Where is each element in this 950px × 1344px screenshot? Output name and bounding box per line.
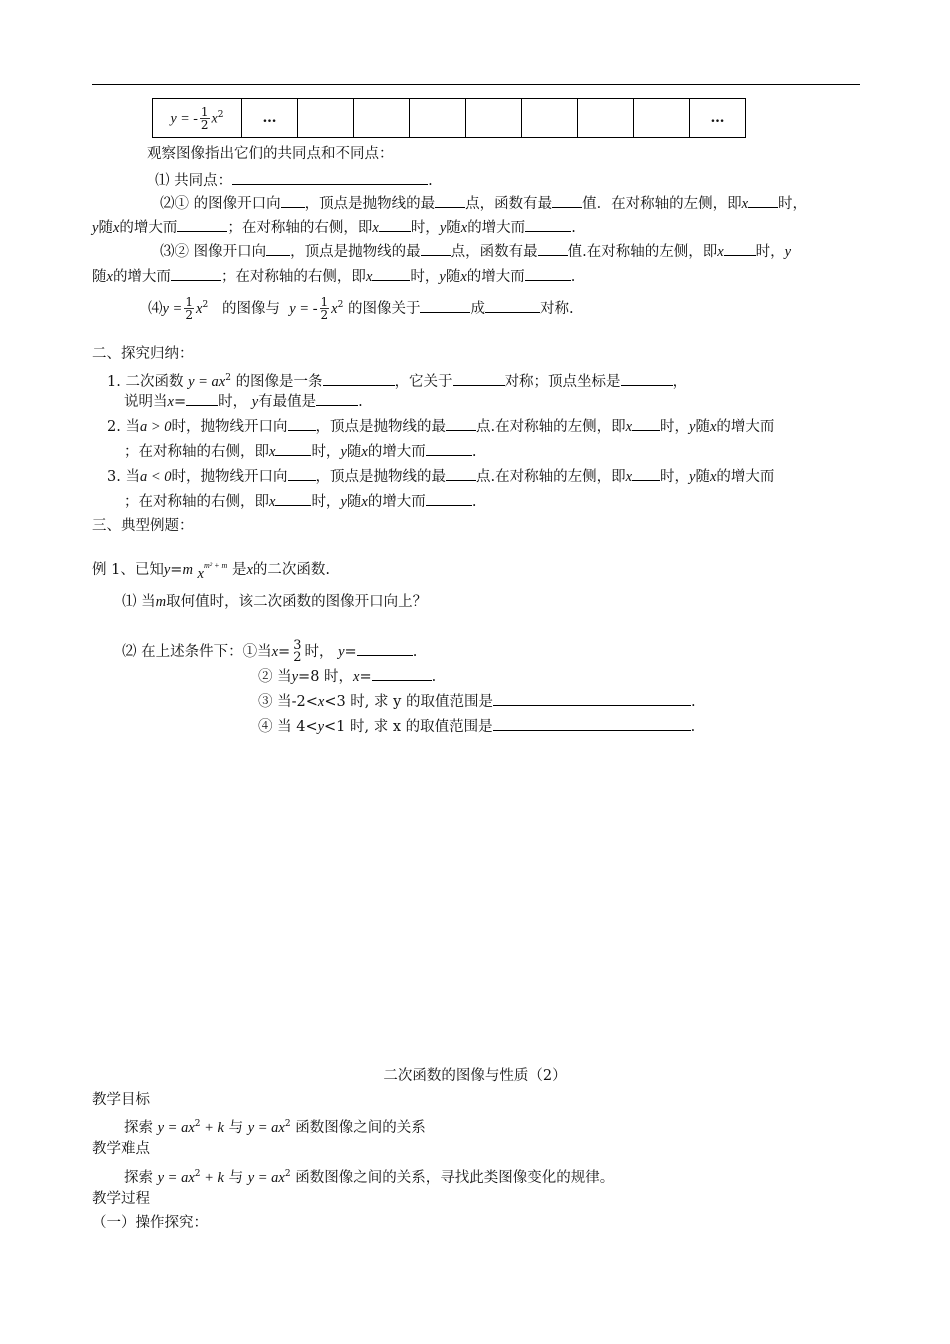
text: 随 <box>445 269 461 285</box>
text: ；在对称轴的右侧，即 <box>124 444 269 460</box>
table-ellipsis-left: … <box>262 110 277 126</box>
table-frac-den: 2 <box>200 117 209 132</box>
observe-p3-line2: 随x的增大而 ；在对称轴的右侧，即x 时，y随x的增大而 . <box>92 266 575 287</box>
text: 点.在对称轴的左侧，即 <box>476 419 626 435</box>
math-x: x <box>353 669 360 685</box>
text: 与 <box>228 1169 244 1186</box>
text: 有最值是 <box>258 394 317 410</box>
text: ， <box>672 373 688 390</box>
blank <box>357 641 413 656</box>
text: 1. 二次函数 <box>107 373 184 390</box>
text: 的增大而 <box>119 220 178 236</box>
exp: 2 <box>284 1169 291 1179</box>
example1-statement <box>92 554 330 582</box>
section2-item1-line2: 说明当x= 时， y有最值是 . <box>124 391 363 412</box>
text: 随 <box>695 469 710 485</box>
blank <box>446 416 476 431</box>
header-rule <box>92 84 860 85</box>
lesson2-goal-heading: 教学目标 <box>92 1092 150 1108</box>
text: 的增大而 <box>466 269 525 285</box>
math-y: y <box>340 494 347 510</box>
example1-q2-4: ④ 当 4<y<1 时, 求 x 的取值范围是 . <box>258 716 695 737</box>
math-y: y <box>163 561 171 578</box>
text: 对称. <box>539 300 574 317</box>
blank <box>724 241 756 256</box>
table-function-cell <box>153 99 242 138</box>
text: 时， <box>778 196 808 212</box>
exp: 2 <box>202 300 209 310</box>
blank <box>552 193 582 208</box>
exp: 2 <box>337 300 344 310</box>
math-y: y <box>291 669 299 685</box>
text: 取何值时，该二次函数的图像开口向上？ <box>166 594 428 610</box>
text: ③ 当-2< <box>258 694 318 710</box>
blank <box>426 441 472 456</box>
blank <box>177 217 227 232</box>
lesson2-process-heading: 教学过程 <box>92 1191 150 1207</box>
text: 时， <box>755 244 785 260</box>
text: ⑶② 图像开口向 <box>160 244 267 260</box>
blank <box>426 491 472 506</box>
math-func: y = ax <box>247 1169 285 1186</box>
text: 对称；顶点坐标是 <box>504 373 621 390</box>
section2-item3-line1 <box>107 466 774 487</box>
math-x: x <box>167 394 174 410</box>
text: 函数图像之间的关系，寻找此类图像变化的规律。 <box>295 1169 615 1186</box>
blank <box>372 666 432 681</box>
text: <1 时, 求 x 的取值范围是 <box>324 719 493 735</box>
exp: 2 <box>284 1119 291 1129</box>
text: = <box>173 394 187 410</box>
table-func-exp: 2 <box>217 109 224 120</box>
table-cell <box>410 99 466 138</box>
text: 时， <box>218 394 248 410</box>
text: 与 <box>228 1119 244 1136</box>
math-x: x <box>372 220 379 236</box>
example1-q2-1: ⑵ 在上述条件下：①当x= 3 2 时， y= . <box>122 638 418 665</box>
fraction <box>292 640 302 664</box>
text: 的增大而 <box>367 444 426 460</box>
observe-intro: 观察图像指出它们的共同点和不同点： <box>147 146 394 162</box>
blank <box>281 193 305 208</box>
math-x: x <box>625 419 633 435</box>
math-func: + k <box>200 1169 224 1186</box>
math-func: + k <box>200 1119 224 1136</box>
math-x: x <box>460 220 468 236</box>
table-fraction <box>200 106 210 131</box>
blank <box>379 217 411 232</box>
text: 随 <box>695 419 710 435</box>
blank <box>420 298 470 313</box>
text: 时， <box>660 419 690 435</box>
text: 时，抛物线开口向 <box>171 419 288 435</box>
fraction <box>184 296 194 321</box>
text: 的增大而 <box>467 220 526 236</box>
math-y: y <box>689 419 696 435</box>
text: 成 <box>470 300 485 317</box>
text: ，顶点是抛物线的最 <box>315 469 446 485</box>
text: 说明当 <box>124 394 168 410</box>
table-func-x: x <box>211 111 218 126</box>
text: ，顶点是抛物线的最 <box>290 244 421 260</box>
math-x: x <box>197 565 204 582</box>
blank <box>748 193 778 208</box>
section2-item1-line1 <box>107 368 687 392</box>
math-x: x <box>741 196 749 212</box>
text: ，顶点是抛物线的最 <box>315 419 446 435</box>
math-x: x <box>196 300 203 317</box>
math-y: y <box>92 220 99 236</box>
text: 例 1、已知 <box>92 561 164 578</box>
blank <box>323 371 395 386</box>
text: ，顶点是抛物线的最 <box>304 196 436 212</box>
text: 时， <box>311 444 341 460</box>
table-cell <box>242 99 298 138</box>
text: 时， <box>660 469 690 485</box>
math-x: x <box>269 444 276 460</box>
text: 值.在对称轴的左侧，即 <box>567 244 718 260</box>
text: 时，抛物线开口向 <box>171 469 288 485</box>
math-y: y <box>439 220 447 236</box>
text: ；在对称轴的右侧，即 <box>220 269 366 285</box>
blank <box>446 466 476 481</box>
blank <box>288 416 316 431</box>
blank <box>632 466 660 481</box>
observe-p2-line1 <box>160 193 807 214</box>
frac-num: 3 <box>293 638 302 653</box>
math-func: y = ax <box>157 1169 195 1186</box>
exp: m² + m <box>203 561 228 570</box>
blank <box>232 170 428 185</box>
blank <box>275 491 311 506</box>
text: 的二次函数. <box>252 561 330 578</box>
frac-num: 1 <box>185 295 193 310</box>
text: 随 <box>446 220 461 236</box>
math-x: x <box>361 494 368 510</box>
exp: 2 <box>194 1169 201 1179</box>
example1-q2-2: ② 当y=8 时，x= . <box>258 666 436 687</box>
section2-item2-line1 <box>107 416 774 437</box>
blank <box>632 416 660 431</box>
blank <box>621 371 673 386</box>
text: = <box>278 644 291 660</box>
text: = <box>359 669 372 685</box>
table-cell <box>634 99 690 138</box>
math-x: x <box>460 269 467 285</box>
table-cell <box>522 99 578 138</box>
text: ；在对称轴的右侧，即 <box>227 220 373 236</box>
section3-title: 三、典型例题： <box>92 518 194 534</box>
math-func: y = - <box>289 300 318 317</box>
blank <box>186 391 218 406</box>
math-x: x <box>269 494 276 510</box>
math-func: y = ax <box>157 1119 195 1136</box>
table-cell <box>354 99 410 138</box>
exp: 2 <box>194 1119 201 1129</box>
section2-title: 二、探究归纳： <box>92 346 194 362</box>
text: 点，函数有最 <box>465 196 553 212</box>
text: 时， <box>410 269 440 285</box>
text: 的图像关于 <box>347 300 421 317</box>
observe-p4 <box>148 292 574 322</box>
text: 的增大而 <box>716 419 775 435</box>
text: 的增大而 <box>716 469 775 485</box>
table-row <box>153 99 746 138</box>
lesson2-difficulty-heading: 教学难点 <box>92 1141 150 1157</box>
text: 随 <box>346 444 362 460</box>
math-x: x <box>717 244 724 260</box>
math-y: y <box>251 394 259 410</box>
table-frac-num: 1 <box>200 104 209 119</box>
lesson2-goal <box>124 1114 426 1138</box>
math-x: x <box>361 444 368 460</box>
blank <box>316 391 358 406</box>
blank <box>525 217 571 232</box>
lesson2-difficulty <box>124 1164 614 1188</box>
blank <box>538 241 568 256</box>
text: 随 <box>346 494 362 510</box>
text: 值．在对称轴的左侧，即 <box>582 196 742 212</box>
text: 2. 当 <box>107 419 140 435</box>
blank <box>421 241 451 256</box>
observe-p1: ⑴ 共同点： . <box>155 170 433 191</box>
text: ⑵① 的图像开口向 <box>160 196 281 212</box>
math-y: y <box>689 469 696 485</box>
math-cond: a > 0 <box>139 419 172 435</box>
text: <3 时, 求 y 的取值范围是 <box>324 694 493 710</box>
blank <box>493 716 691 731</box>
math-x: x <box>625 469 633 485</box>
blank <box>493 691 691 706</box>
text: ，它关于 <box>394 373 453 390</box>
math-x: x <box>106 269 113 285</box>
blank <box>288 466 316 481</box>
text: ；在对称轴的右侧，即 <box>124 494 269 510</box>
exp: 2 <box>225 373 231 383</box>
text: 时， <box>311 494 341 510</box>
math-x: x <box>331 300 338 317</box>
math-func: y = ax <box>247 1119 285 1136</box>
observe-p3-line1 <box>160 241 791 262</box>
blank <box>525 266 571 281</box>
text: 的增大而 <box>367 494 426 510</box>
text: =8 时， <box>298 669 354 685</box>
example1-q1 <box>122 592 427 612</box>
blank <box>372 266 410 281</box>
text: ⑴ 当 <box>122 594 156 610</box>
text: 的图像是一条 <box>235 373 323 390</box>
observe-p1-label: ⑴ 共同点： <box>155 173 233 189</box>
section2-item2-line2: ；在对称轴的右侧，即x 时，y随x的增大而 . <box>124 441 476 462</box>
table-ellipsis-right: … <box>710 110 725 126</box>
text: 点，函数有最 <box>450 244 538 260</box>
table-cell <box>298 99 354 138</box>
text: = <box>170 561 183 578</box>
text: 随 <box>92 269 107 285</box>
math-x: x <box>112 220 120 236</box>
blank <box>275 441 311 456</box>
math-y: y <box>340 444 347 460</box>
math-m: m <box>182 561 193 578</box>
table-func-prefix: y = - <box>170 111 198 126</box>
text: 是 <box>231 561 247 578</box>
text: 点.在对称轴的左侧，即 <box>476 469 626 485</box>
text: = <box>344 644 357 660</box>
math-y: y <box>784 244 792 260</box>
math-x: x <box>709 469 717 485</box>
text: 探索 <box>124 1119 153 1136</box>
text: 函数图像之间的关系 <box>295 1119 426 1136</box>
math-x: x <box>246 561 253 578</box>
blank <box>266 241 290 256</box>
text: ⑵ 在上述条件下：①当 <box>122 644 272 660</box>
math-func: y = ax <box>188 373 226 390</box>
blank <box>171 266 221 281</box>
math-m: m <box>155 594 167 610</box>
text: 的增大而 <box>112 269 171 285</box>
value-table <box>152 98 746 138</box>
frac-num: 1 <box>320 295 329 310</box>
math-x: x <box>709 419 717 435</box>
section2-item3-line2: ；在对称轴的右侧，即x 时，y随x的增大而 . <box>124 491 476 512</box>
blank <box>453 371 505 386</box>
text: 3. 当 <box>107 469 140 485</box>
math-cond: a < 0 <box>139 469 172 485</box>
text: 随 <box>98 220 113 236</box>
table-cell <box>578 99 634 138</box>
text: 时， <box>304 644 334 660</box>
text: ④ 当 4< <box>258 719 318 735</box>
math-func: y = <box>162 300 183 317</box>
fraction <box>320 296 330 321</box>
table-cell <box>466 99 522 138</box>
text: ② 当 <box>258 669 292 685</box>
math-y: y <box>317 719 325 735</box>
math-y: y <box>439 269 446 285</box>
text: 探索 <box>124 1169 153 1186</box>
lesson2-title: 二次函数的图像与性质（2） <box>383 1068 567 1084</box>
math-x: x <box>365 269 373 285</box>
text: 时， <box>410 220 440 236</box>
math-x: x <box>271 644 279 660</box>
math-x: x <box>317 694 325 710</box>
observe-p2-line2: y随x的增大而 ；在对称轴的右侧，即x 时，y随x的增大而 . <box>92 217 576 238</box>
example1-q2-3: ③ 当-2<x<3 时, 求 y 的取值范围是 . <box>258 691 696 712</box>
lesson2-step1: （一）操作探究： <box>92 1215 208 1231</box>
blank <box>435 193 465 208</box>
blank <box>485 298 540 313</box>
table-cell <box>690 99 746 138</box>
math-y: y <box>338 644 345 660</box>
frac-den: 2 <box>320 308 329 323</box>
text: ⑷ <box>148 300 163 317</box>
frac-den: 2 <box>293 650 302 665</box>
text: 的图像与 <box>222 300 280 317</box>
frac-den: 2 <box>185 308 193 323</box>
